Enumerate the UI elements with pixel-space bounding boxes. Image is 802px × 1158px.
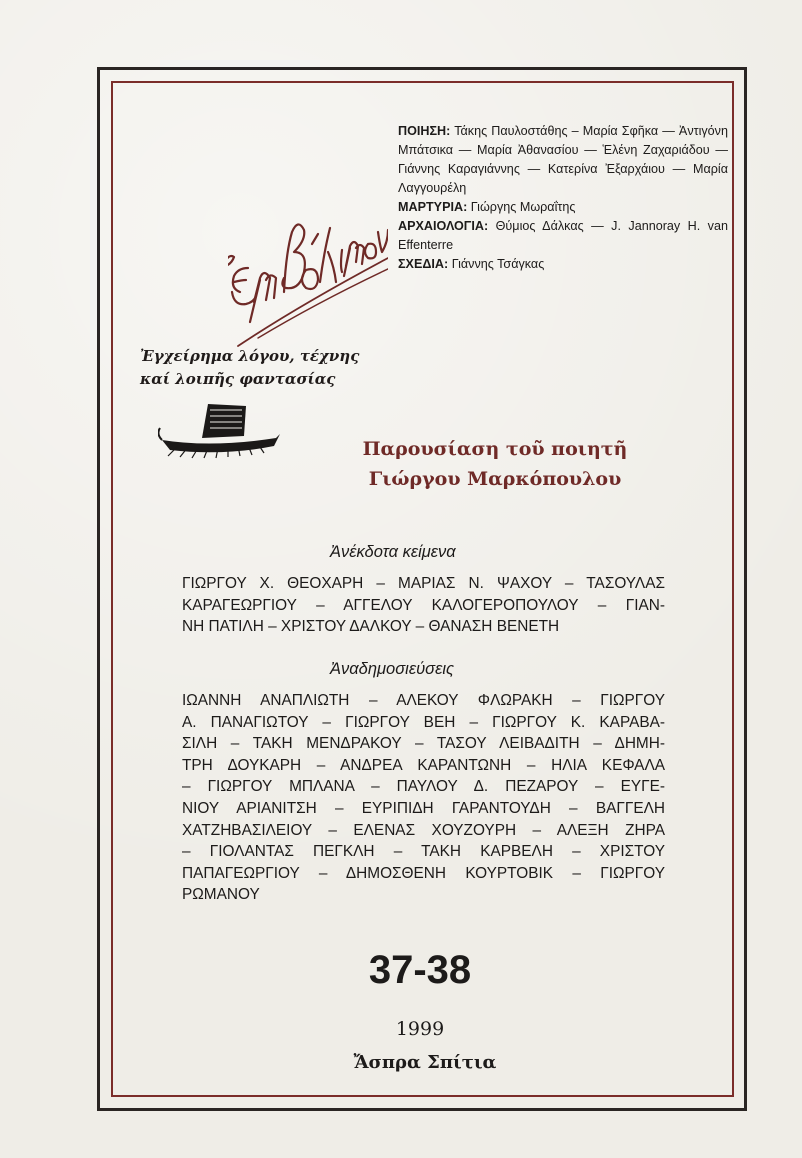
feature-line: Γιώργου Μαρκόπουλου bbox=[368, 468, 622, 490]
author-line: ΚΑΡΑΓΕΩΡΓΙΟΥ – ΑΓΓΕΛΟΥ ΚΑΛΟΓΕΡΟΠΟΥΛΟΥ – ΓΙΑΝ- bbox=[182, 596, 665, 614]
author-line: ΓΙΩΡΓΟΥ Χ. ΘΕΟΧΑΡΗ – ΜΑΡΙΑΣ Ν. ΨΑΧΟΥ – ΤΑΣΟΥΛΑΣ bbox=[182, 575, 665, 592]
author-line: ΙΩΑΝΝΗ ΑΝΑΠΛΙΩΤΗ – ΑΛΕΚΟΥ ΦΛΩΡΑΚΗ – ΓΙΩΡΓΟΥ bbox=[182, 692, 665, 709]
author-line: – ΓΙΟΛΑΝΤΑΣ ΠΕΓΚΛΗ – ΤΑΚΗ ΚΑΡΒΕΛΗ – ΧΡΙΣΤΟΥ bbox=[182, 843, 665, 861]
unpublished-heading: Ἀνέκδοτα κείμενα bbox=[330, 543, 456, 561]
unpublished-authors bbox=[182, 573, 665, 638]
contents-row-drawings bbox=[398, 255, 728, 274]
contents-row-archaeology bbox=[398, 217, 728, 255]
tagline-line: Ἐγχείρημα λόγου, τέχνης bbox=[140, 347, 360, 365]
feature-line: Παρουσίαση τοῦ ποιητῆ bbox=[362, 438, 628, 460]
author-line: ΠΑΠΑΓΕΩΡΓΙΟΥ – ΔΗΜΟΣΘΕΝΗ ΚΟΥΡΤΟΒΙΚ – ΓΙΩΡΓΟΥ bbox=[182, 864, 665, 882]
issue-number: 37-38 bbox=[368, 948, 472, 992]
author-line: ΤΡΗ ΔΟΥΚΑΡΗ – ΑΝΔΡΕΑ ΚΑΡΑΝΤΩΝΗ – ΗΛΙΑ ΚΕΦΑΛΑ bbox=[182, 756, 665, 774]
contents-text: Γιάννης Τσάγκας bbox=[451, 257, 545, 271]
tagline bbox=[140, 345, 380, 391]
contents-text: Τάκης Παυλοστάθης – Μαρία Σφῆκα — Ἀντιγόνη Μπάτσικα — Μαρία Ἀθανασίου — Ἑλένη Ζαχαριάδου — Γιάννης Καραγιάννης — Κατερίνα Ἐξαρχάιου — Μαρία Λαγγουρέλη bbox=[398, 124, 728, 195]
author-line: ΡΩΜΑΝΟΥ bbox=[182, 886, 260, 904]
ship-icon bbox=[158, 400, 283, 460]
contents-text: Γιώργης Μωραΐτης bbox=[470, 200, 576, 214]
contents-label: ΑΡΧΑΙΟΛΟΓΙΑ: bbox=[398, 219, 489, 233]
issue-year: 1999 bbox=[395, 1018, 445, 1040]
contents-list bbox=[398, 122, 728, 274]
republished-heading: Ἀναδημοσιεύσεις bbox=[330, 660, 455, 678]
publication-place: Ἄσπρα Σπίτια bbox=[353, 1052, 497, 1073]
author-line: Α. ΠΑΝΑΓΙΩΤΟΥ – ΓΙΩΡΓΟΥ ΒΕΗ – ΓΙΩΡΓΟΥ Κ. ΚΑΡΑΒΑ- bbox=[182, 713, 665, 731]
author-line: ΣΙΛΗ – ΤΑΚΗ ΜΕΝΔΡΑΚΟΥ – ΤΑΣΟΥ ΛΕΙΒΑΔΙΤΗ – ΔΗΜΗ- bbox=[182, 735, 665, 753]
republished-authors bbox=[182, 690, 665, 906]
author-line: ΝΗ ΠΑΤΙΛΗ – ΧΡΙΣΤΟΥ ΔΑΛΚΟΥ – ΘΑΝΑΣΗ ΒΕΝΕΤΗ bbox=[182, 618, 560, 636]
contents-label: ΠΟΙΗΣΗ: bbox=[398, 124, 451, 138]
contents-row-poetry bbox=[398, 122, 728, 198]
feature-title bbox=[320, 434, 670, 494]
contents-text: Θύμιος Δάλκας — J. Jannoray H. van Effenterre bbox=[398, 219, 728, 252]
contents-row-testimony bbox=[398, 198, 728, 217]
tagline-line: καί λοιπῆς φαντασίας bbox=[140, 370, 336, 388]
author-line: – ΓΙΩΡΓΟΥ ΜΠΛΑΝΑ – ΠΑΥΛΟΥ Δ. ΠΕΖΑΡΟΥ – ΕΥΓΕ- bbox=[182, 778, 665, 796]
contents-label: ΣΧΕΔΙΑ: bbox=[398, 257, 449, 271]
author-line: ΝΙΟΥ ΑΡΙΑΝΙΤΣΗ – ΕΥΡΙΠΙΔΗ ΓΑΡΑΝΤΟΥΔΗ – ΒΑΓΓΕΛΗ bbox=[182, 799, 665, 817]
handwritten-logo bbox=[228, 132, 388, 352]
contents-label: ΜΑΡΤΥΡΙΑ: bbox=[398, 200, 468, 214]
author-line: ΧΑΤΖΗΒΑΣΙΛΕΙΟΥ – ΕΛΕΝΑΣ ΧΟΥΖΟΥΡΗ – ΑΛΕΞΗ ΖΗΡΑ bbox=[182, 821, 665, 839]
